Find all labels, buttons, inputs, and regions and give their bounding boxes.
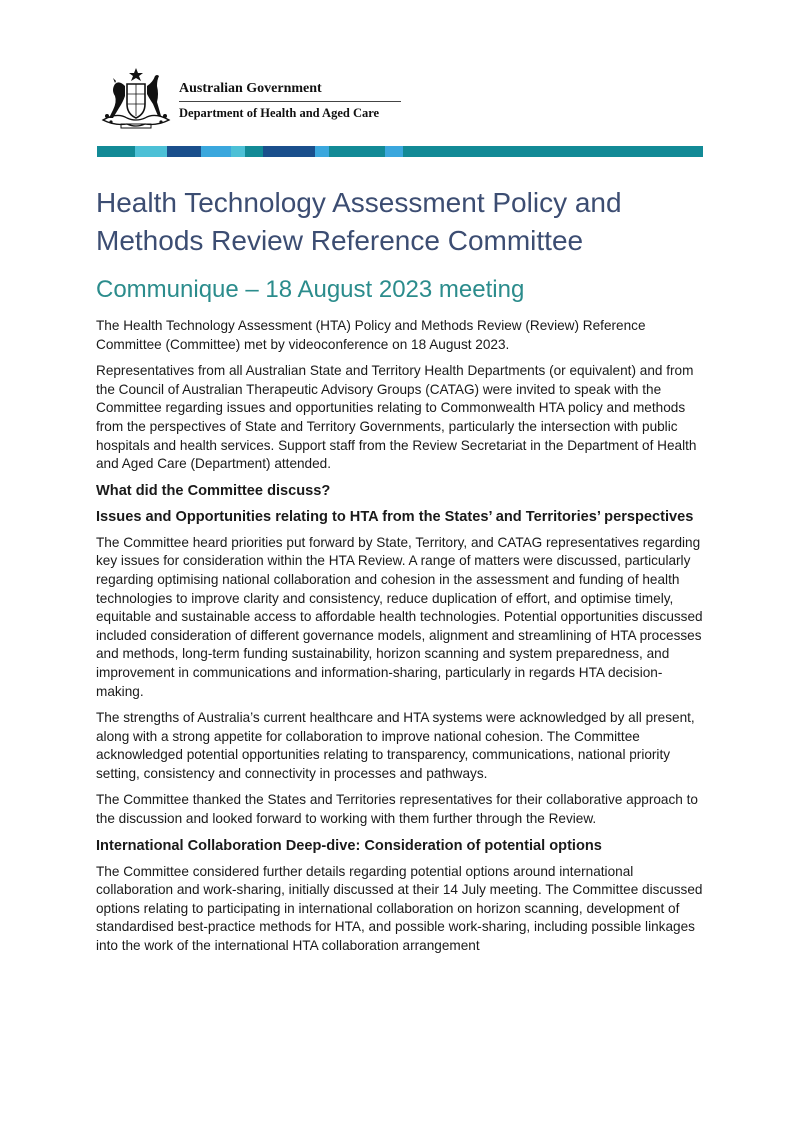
document-title: Health Technology Assessment Policy and Methods Review Reference Committee	[96, 187, 622, 256]
paragraph-intro: The Health Technology Assessment (HTA) Policy and Methods Review (Review) Reference Committee (Committee) met by videoconference on 18 August 2023.	[96, 318, 646, 352]
strip-segment	[385, 146, 403, 157]
paragraph-representatives: Representatives from all Australian State and Territory Health Departments (or equivalent) and from the Council of Australian Therapeutic Advisory Groups (CATAG) were invited to speak with the Committee regarding issues and opportunities relating to Commonwealth HTA policy and methods from the perspectives of State and Territory Governments, particularly the intersection with public hospitals and health services. Support staff from the Review Secretariat in the Department of Health and Aged Care (Department) attended.	[96, 363, 697, 472]
strip-segment	[245, 146, 263, 157]
government-name: Australian Government	[179, 81, 401, 102]
strip-segment	[135, 146, 167, 157]
section-heading-states-territories: Issues and Opportunities relating to HTA from the States’ and Territories’ perspectives	[96, 508, 694, 525]
department-name: Department of Health and Aged Care	[179, 106, 380, 120]
coat-of-arms-icon	[97, 66, 175, 130]
strip-segment	[263, 146, 315, 157]
paragraph-thanks: The Committee thanked the States and Territories representatives for their collaborative approach to the discussion and looked forward to working with them further through the Review.	[96, 792, 698, 827]
section-heading-discussion: What did the Committee discuss?	[96, 482, 331, 499]
colour-strip	[97, 146, 703, 157]
paragraph-priorities: The Committee heard priorities put forward by State, Territory, and CATAG representatives regarding key issues for consideration within the HTA Review. A range of matters were discussed, particularly regarding optimising national collaboration and cohesion in the assessment and funding of health technologies to improve clarity and consistency, reduce duplication of effort, and optimise timely, equitable and sustainable access to affordable health technologies. Potential opportunities discussed included consideration of different governance models, alignment and streamlining of HTA processes and methods, long-term funding sustainability, horizon scanning and system preparedness, and improvement in communications and information-sharing, particularly in regards HTA decision-making.	[96, 534, 703, 699]
strip-segment	[231, 146, 245, 157]
strip-segment	[315, 146, 329, 157]
strip-segment	[167, 146, 201, 157]
paragraph-strengths: The strengths of Australia’s current healthcare and HTA systems were acknowledged by all present, along with a strong appetite for collaboration to improve national cohesion. The Committee acknowledged potential opportunities relating to transparency, communications, national priority setting, consistency and connectivity in processes and pathways.	[96, 710, 695, 781]
government-logo	[97, 66, 407, 130]
strip-segment	[201, 146, 231, 157]
document-subtitle: Communique – 18 August 2023 meeting	[96, 276, 525, 303]
section-heading-international: International Collaboration Deep-dive: Consideration of potential options	[96, 837, 602, 854]
strip-segment	[403, 146, 703, 157]
paragraph-international: The Committee considered further details regarding potential options around international collaboration and work-sharing, initially discussed at their 14 July meeting. The Committee discussed options relating to participating in international collaboration on horizon scanning, development of standardised best-practice methods for HTA, and possible work-sharing, including possible linkages into the work of the international HTA collaboration arrangement	[96, 863, 703, 954]
strip-segment	[329, 146, 385, 157]
government-name-block	[179, 81, 401, 121]
strip-segment	[97, 146, 135, 157]
document-body	[96, 317, 706, 964]
